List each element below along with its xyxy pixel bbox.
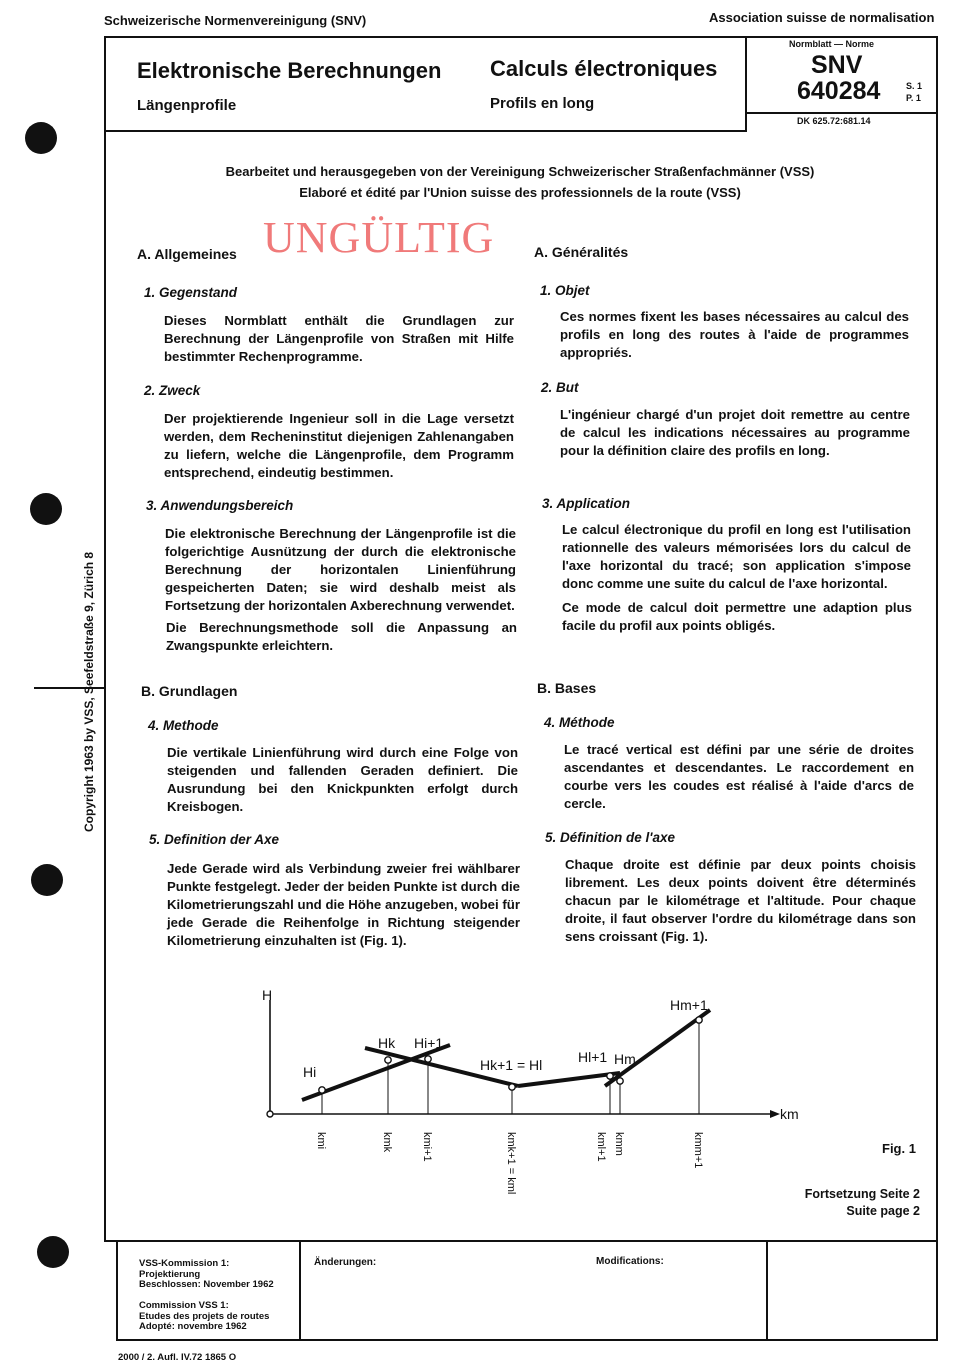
point-label: Hl+1 xyxy=(578,1049,608,1065)
item-4-de: 4. Methode xyxy=(148,718,219,733)
y-axis-label: H xyxy=(262,987,273,1003)
invalid-stamp: UNGÜLTIG xyxy=(263,213,495,262)
section-b-de: B. Grundlagen xyxy=(141,683,238,699)
subtitle-fr: Profils en long xyxy=(490,95,595,112)
point-label: Hi+1 xyxy=(414,1035,444,1051)
norm-number: 640284 xyxy=(797,77,881,105)
title-divider xyxy=(745,36,747,132)
changes-label-de: Änderungen: xyxy=(314,1257,377,1268)
intro-de: Bearbeitet und herausgegeben von der Vereinigung Schweizerischer Straßenfachmänner (VSS) xyxy=(225,164,815,179)
figure-caption: Fig. 1 xyxy=(882,1141,916,1156)
changes-label-fr: Modifications: xyxy=(596,1256,664,1267)
footer-divider xyxy=(936,1242,938,1340)
footer-divider xyxy=(299,1242,301,1340)
point-label: Hk xyxy=(378,1035,396,1051)
x-axis-label: km xyxy=(780,1106,799,1122)
section-b-fr: B. Bases xyxy=(537,680,597,696)
page-de: S. 1 xyxy=(906,81,923,91)
origin-point xyxy=(267,1111,273,1117)
commission-de-2: Projektierung xyxy=(139,1269,201,1280)
km-label: kmm+1 xyxy=(692,1132,704,1169)
km-label: kmk+1 = kml xyxy=(505,1132,517,1195)
para-4-de: Die vertikale Linienführung wird durch eine Folge von steigenden und fallenden Geraden definiert. Die Ausrundung bei den Knickpunkten erfolgt durch Kreisbogen. xyxy=(167,745,518,814)
header-org-de: Schweizerische Normenvereinigung (SNV) xyxy=(104,13,367,28)
norm-label: Normblatt — Norme xyxy=(789,39,875,49)
profile-point xyxy=(425,1056,431,1062)
para-3b-fr: Ce mode de calcul doit permettre une adaption plus facile du profil aux points obligés. xyxy=(562,600,912,633)
header-org-fr: Association suisse de normalisation xyxy=(709,10,935,25)
km-label: kmi+1 xyxy=(421,1132,433,1162)
subtitle-de: Längenprofile xyxy=(137,97,237,114)
commission-de-1: VSS-Kommission 1: xyxy=(139,1258,230,1269)
footer-divider xyxy=(116,1242,118,1340)
section-a-de: A. Allgemeines xyxy=(137,246,237,262)
commission-de-3: Beschlossen: November 1962 xyxy=(139,1279,274,1290)
item-5-de: 5. Definition der Axe xyxy=(149,832,280,847)
profile-point xyxy=(385,1057,391,1063)
footer-divider xyxy=(116,1339,938,1341)
profile-point xyxy=(509,1084,515,1090)
point-label: Hi xyxy=(303,1064,317,1080)
para-3a-fr: Le calcul électronique du profil en long est l'utilisation rationnelle des valeurs mémorisées lors du calcul de l'axe horizontal du tracé; son application s'impose donc comme une suite du calcul de l'axe horizontal. xyxy=(562,522,911,591)
item-2-de: 2. Zweck xyxy=(144,383,201,398)
longitudinal-profile-figure xyxy=(240,980,820,1215)
profile-point xyxy=(607,1073,613,1079)
para-1-de: Dieses Normblatt enthält die Grundlagen zur Berechnung der Längenprofile von Straßen mit Hilfe bestimmter Rechenprogramme. xyxy=(164,313,514,364)
title-fr: Calculs électroniques xyxy=(490,56,718,81)
profile-point xyxy=(319,1087,325,1093)
item-5-fr: 5. Définition de l'axe xyxy=(545,830,675,845)
punch-hole xyxy=(37,1236,69,1268)
section-a-fr: A. Généralités xyxy=(534,244,629,260)
para-3b-de: Die Berechnungsmethode soll die Anpassung an Zwangspunkte erleichtern. xyxy=(166,620,517,653)
punch-hole xyxy=(31,864,63,896)
profile-segment xyxy=(605,1010,710,1086)
item-1-fr: 1. Objet xyxy=(540,283,590,298)
para-2-de: Der projektierende Ingenieur soll in die Lage versetzt werden, dem Recheninstitut diejenigen Zahlenangaben zu liefern, welche die Längenprofile, dem Programm entsprechend, eindeutig bestimmen. xyxy=(164,411,514,480)
item-4-fr: 4. Méthode xyxy=(544,715,615,730)
title-divider xyxy=(104,130,746,132)
point-label: Hm xyxy=(614,1051,636,1067)
item-2-fr: 2. But xyxy=(541,380,579,395)
continuation-de: Fortsetzung Seite 2 xyxy=(804,1187,920,1201)
title-divider xyxy=(745,112,938,114)
intro-fr: Elaboré et édité par l'Union suisse des professionnels de la route (VSS) xyxy=(299,185,741,200)
continuation-fr: Suite page 2 xyxy=(846,1204,920,1218)
dk-classification: DK 625.72:681.14 xyxy=(797,116,871,126)
para-2-fr: L'ingénieur chargé d'un projet doit remettre au centre de calcul les indications nécessaires au programme pour la définition claire des profils en long. xyxy=(560,407,910,458)
para-1-fr: Ces normes fixent les bases nécessaires au calcul des profils en long des routes à l'aide de programmes appropriés. xyxy=(560,309,909,360)
page-fr: P. 1 xyxy=(906,93,921,103)
punch-hole xyxy=(25,122,57,154)
snv-label: SNV xyxy=(811,51,863,79)
commission-fr-1: Commission VSS 1: xyxy=(139,1300,229,1311)
point-label: Hk+1 = Hl xyxy=(480,1057,543,1073)
item-3-fr: 3. Application xyxy=(542,496,631,511)
para-5-de: Jede Gerade wird als Verbindung zweier frei wählbarer Punkte festgelegt. Jeder der beiden Punkte ist durch die Kilometrierungszahl und die Höhe anzugeben, wobei für jede Gerade die Reihenfolge in Richtung steigender Kilometrierung einzuhalten ist (Fig. 1). xyxy=(167,861,520,948)
profile-point xyxy=(696,1017,702,1023)
profile-point xyxy=(617,1078,623,1084)
km-label: kmm xyxy=(613,1132,625,1156)
km-label: kmi xyxy=(315,1132,327,1150)
item-1-de: 1. Gegenstand xyxy=(144,285,238,300)
commission-fr-3: Adopté: novembre 1962 xyxy=(139,1321,247,1332)
commission-fr-2: Etudes des projets de routes xyxy=(139,1311,270,1322)
copyright-side-text: Copyright 1963 by VSS, Seefeldstraße 9, Zürich 8 xyxy=(82,551,96,832)
para-5-fr: Chaque droite est définie par deux points choisis librement. Les deux points doivent être déterminés chacun par le kilométrage et l'altitude. Pour chaque droite, il faut observer l'ordre du kilométrage dans son sens croissant (Fig. 1). xyxy=(565,857,916,944)
punch-hole xyxy=(30,493,62,525)
point-label: Hm+1 xyxy=(670,997,708,1013)
para-4-fr: Le tracé vertical est défini par une série de droites ascendantes et descendantes. Le raccordement en courbe vers les coudes est réalisé à l'aide d'arcs de cercle. xyxy=(564,742,914,811)
footer-divider xyxy=(766,1242,768,1340)
para-3a-de: Die elektronische Berechnung der Längenprofile ist die folgerichtige Ausnützung der durch die elektronische Berechnung der horizontalen Linienführung gespeicherten Daten; sie wird deshalb meist als Fortsetzung der horizontalen Axberechnung verwendet. xyxy=(165,526,516,613)
km-label: kmk xyxy=(381,1132,393,1153)
item-3-de: 3. Anwendungsbereich xyxy=(146,498,294,513)
title-de: Elektronische Berechnungen xyxy=(137,58,442,83)
km-label: kml+1 xyxy=(595,1132,607,1162)
x-axis-arrow xyxy=(770,1110,780,1118)
print-info: 2000 / 2. Aufl. IV.72 1865 O xyxy=(118,1352,237,1363)
